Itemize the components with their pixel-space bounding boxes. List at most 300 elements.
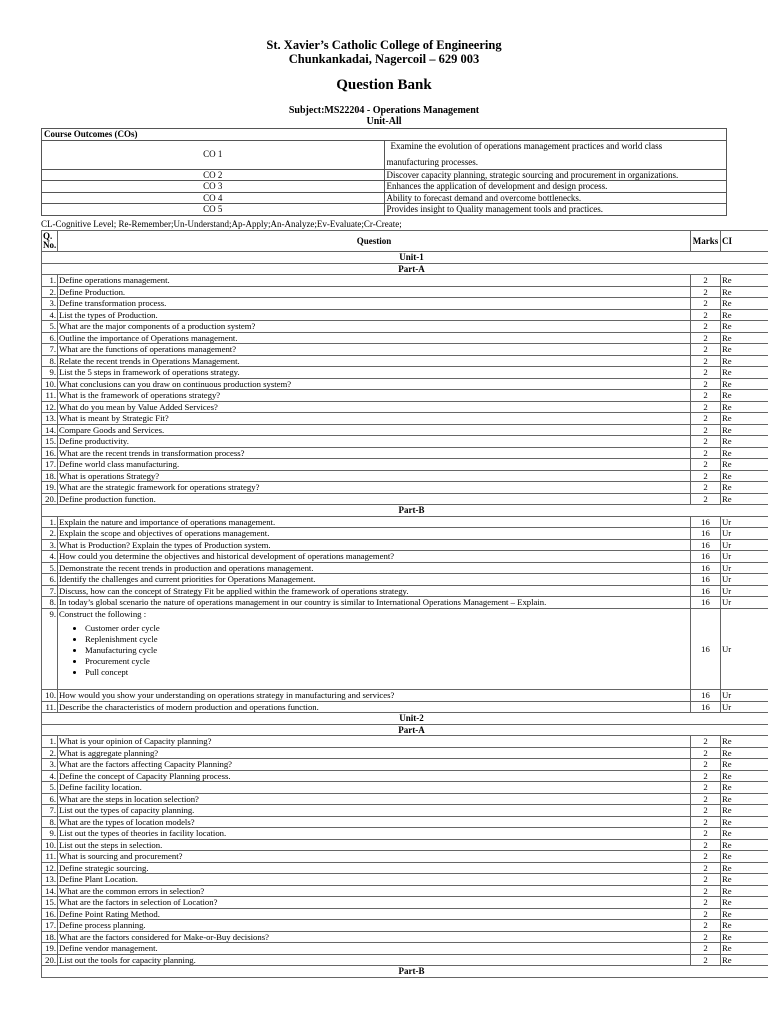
question-row xyxy=(42,736,768,748)
question-number: 10. xyxy=(42,690,58,702)
question-text: Define production function. xyxy=(58,493,691,505)
question-number: 20. xyxy=(42,493,58,505)
question-marks: 2 xyxy=(691,782,721,794)
cognitive-level: Re xyxy=(721,447,768,459)
question-row xyxy=(42,321,768,333)
question-marks: 16 xyxy=(691,597,721,609)
question-number: 11. xyxy=(42,851,58,863)
question-row xyxy=(42,424,768,436)
question-marks: 2 xyxy=(691,378,721,390)
unit-2-part-a-heading xyxy=(42,724,768,736)
question-text: List the 5 steps in framework of operations strategy. xyxy=(58,367,691,379)
co-id: CO 1 xyxy=(42,140,385,169)
unit-2-part-b-heading-label: Part-B xyxy=(42,966,768,978)
question-row xyxy=(42,436,768,448)
unit-1-heading-label: Unit-1 xyxy=(42,252,768,264)
cognitive-level: Ur xyxy=(721,585,768,597)
cognitive-level: Re xyxy=(721,770,768,782)
question-row xyxy=(42,908,768,920)
question-text: Define facility location. xyxy=(58,782,691,794)
question-marks: 2 xyxy=(691,309,721,321)
co-id: CO 5 xyxy=(42,204,385,216)
question-marks: 2 xyxy=(691,355,721,367)
question-row xyxy=(42,839,768,851)
question-row xyxy=(42,574,768,586)
header-question: Question xyxy=(58,231,691,252)
question-number: 1. xyxy=(42,275,58,287)
question-text: Relate the recent trends in Operations Management. xyxy=(58,355,691,367)
question-marks: 16 xyxy=(691,539,721,551)
cognitive-level: Re xyxy=(721,424,768,436)
unit-1-part-b-heading-label: Part-B xyxy=(42,505,768,517)
question-text: Define process planning. xyxy=(58,920,691,932)
question-row xyxy=(42,459,768,471)
cognitive-level: Re xyxy=(721,378,768,390)
question-number: 4. xyxy=(42,770,58,782)
question-row xyxy=(42,862,768,874)
question-text: What are the common errors in selection? xyxy=(58,885,691,897)
question-text: How could you determine the objectives and historical development of operations management? xyxy=(58,551,691,563)
question-text: What is aggregate planning? xyxy=(58,747,691,759)
cognitive-level: Re xyxy=(721,367,768,379)
question-text: Demonstrate the recent trends in production and operations management. xyxy=(58,562,691,574)
question-marks: 16 xyxy=(691,551,721,563)
question-number: 5. xyxy=(42,782,58,794)
question-marks: 2 xyxy=(691,862,721,874)
question-number: 2. xyxy=(42,286,58,298)
co-text: Ability to forecast demand and overcome bottlenecks. xyxy=(384,192,727,204)
cognitive-level: Ur xyxy=(721,701,768,713)
question-text: How would you show your understanding on operations strategy in manufacturing and services? xyxy=(58,690,691,702)
question-text: List out the types of capacity planning. xyxy=(58,805,691,817)
question-row xyxy=(42,793,768,805)
question-text: What do you mean by Value Added Services? xyxy=(58,401,691,413)
question-row xyxy=(42,447,768,459)
cognitive-level: Re xyxy=(721,897,768,909)
question-row xyxy=(42,701,768,713)
question-number: 14. xyxy=(42,424,58,436)
question-marks: 2 xyxy=(691,793,721,805)
question-text: What is meant by Strategic Fit? xyxy=(58,413,691,425)
question-marks: 2 xyxy=(691,920,721,932)
question-row xyxy=(42,885,768,897)
cognitive-level: Re xyxy=(721,344,768,356)
question-marks: 16 xyxy=(691,516,721,528)
question-row xyxy=(42,551,768,563)
question-number: 8. xyxy=(42,816,58,828)
question-row xyxy=(42,539,768,551)
document-title: Question Bank xyxy=(336,77,432,93)
question-marks: 2 xyxy=(691,401,721,413)
cognitive-level: Re xyxy=(721,920,768,932)
question-marks: 2 xyxy=(691,828,721,840)
question-text: What conclusions can you draw on continuous production system? xyxy=(58,378,691,390)
question-number: 9. xyxy=(42,367,58,379)
cognitive-level: Ur xyxy=(721,562,768,574)
question-text: What are the functions of operations management? xyxy=(58,344,691,356)
question-marks: 2 xyxy=(691,897,721,909)
cognitive-level: Ur xyxy=(721,551,768,563)
question-marks: 2 xyxy=(691,344,721,356)
question-number: 8. xyxy=(42,597,58,609)
question-row xyxy=(42,367,768,379)
question-marks: 2 xyxy=(691,885,721,897)
subject-line: Subject:MS22204 - Operations Management xyxy=(288,105,480,116)
question-row xyxy=(42,378,768,390)
question-row xyxy=(42,608,768,690)
question-number: 6. xyxy=(42,574,58,586)
question-number: 12. xyxy=(42,401,58,413)
question-number: 11. xyxy=(42,390,58,402)
unit-2-part-a-heading-label: Part-A xyxy=(42,724,768,736)
question-row xyxy=(42,413,768,425)
question-row xyxy=(42,355,768,367)
question-marks: 2 xyxy=(691,908,721,920)
question-row xyxy=(42,493,768,505)
course-outcomes-title: Course Outcomes (COs) xyxy=(42,129,727,141)
question-text: In today’s global scenario the nature of operations management in our country is similar to International Operations Management – Explain. xyxy=(58,597,691,609)
question-marks: 2 xyxy=(691,851,721,863)
unit-1-part-a-heading xyxy=(42,263,768,275)
cognitive-level: Ur xyxy=(721,528,768,540)
question-number: 16. xyxy=(42,447,58,459)
question-row xyxy=(42,482,768,494)
question-number: 10. xyxy=(42,839,58,851)
cognitive-level: Re xyxy=(721,355,768,367)
cognitive-level: Re xyxy=(721,736,768,748)
cognitive-level: Re xyxy=(721,782,768,794)
question-text xyxy=(58,608,691,690)
question-text: Define operations management. xyxy=(58,275,691,287)
question-row xyxy=(42,920,768,932)
question-number: 14. xyxy=(42,885,58,897)
question-marks: 2 xyxy=(691,332,721,344)
cognitive-level: Re xyxy=(721,286,768,298)
cognitive-level: Re xyxy=(721,793,768,805)
cognitive-level: Re xyxy=(721,908,768,920)
question-row xyxy=(42,828,768,840)
course-outcomes-table xyxy=(41,128,727,216)
question-marks: 2 xyxy=(691,493,721,505)
co-id: CO 4 xyxy=(42,192,385,204)
question-row xyxy=(42,747,768,759)
cognitive-level: Re xyxy=(721,413,768,425)
header-marks: Marks xyxy=(691,231,721,252)
question-text: Define productivity. xyxy=(58,436,691,448)
question-number: 1. xyxy=(42,736,58,748)
question-number: 15. xyxy=(42,436,58,448)
question-text: Define world class manufacturing. xyxy=(58,459,691,471)
question-marks: 2 xyxy=(691,298,721,310)
question-marks: 2 xyxy=(691,805,721,817)
bullet-item: • Customer order cycle xyxy=(85,623,689,634)
question-text: Define the concept of Capacity Planning process. xyxy=(58,770,691,782)
question-number: 5. xyxy=(42,321,58,333)
cognitive-level: Re xyxy=(721,436,768,448)
table-header-row xyxy=(42,231,768,252)
question-row xyxy=(42,528,768,540)
question-marks: 2 xyxy=(691,424,721,436)
question-marks: 16 xyxy=(691,574,721,586)
question-marks: 2 xyxy=(691,321,721,333)
question-marks: 16 xyxy=(691,690,721,702)
question-number: 1. xyxy=(42,516,58,528)
cognitive-level: Re xyxy=(721,943,768,955)
question-number: 11. xyxy=(42,701,58,713)
question-marks: 2 xyxy=(691,816,721,828)
cognitive-level: Re xyxy=(721,885,768,897)
bullet-item: • Manufacturing cycle xyxy=(85,645,689,656)
question-number: 15. xyxy=(42,897,58,909)
question-number: 20. xyxy=(42,954,58,966)
question-text: Define vendor management. xyxy=(58,943,691,955)
question-row xyxy=(42,851,768,863)
cognitive-level: Re xyxy=(721,309,768,321)
question-marks: 2 xyxy=(691,747,721,759)
question-text: What are the major components of a production system? xyxy=(58,321,691,333)
question-marks: 2 xyxy=(691,286,721,298)
bullet-item: • Procurement cycle xyxy=(85,656,689,667)
question-marks: 2 xyxy=(691,367,721,379)
question-marks: 2 xyxy=(691,943,721,955)
question-text: List the types of Production. xyxy=(58,309,691,321)
cognitive-level: Re xyxy=(721,459,768,471)
question-row xyxy=(42,401,768,413)
co-text-line: Examine the evolution of operations management practices and world class xyxy=(390,140,663,151)
cognitive-level: Re xyxy=(721,493,768,505)
question-row xyxy=(42,390,768,402)
cognitive-level: Re xyxy=(721,401,768,413)
cognitive-level: Re xyxy=(721,931,768,943)
question-row xyxy=(42,562,768,574)
question-text: What are the types of location models? xyxy=(58,816,691,828)
co-id: CO 3 xyxy=(42,181,385,193)
question-row xyxy=(42,332,768,344)
question-row xyxy=(42,470,768,482)
question-number: 13. xyxy=(42,874,58,886)
header-qno: Q. No. xyxy=(43,231,57,250)
question-row xyxy=(42,782,768,794)
question-row xyxy=(42,344,768,356)
question-text: What are the factors affecting Capacity Planning? xyxy=(58,759,691,771)
cognitive-level: Ur xyxy=(721,597,768,609)
question-marks: 2 xyxy=(691,447,721,459)
question-number: 7. xyxy=(42,585,58,597)
cognitive-level: Re xyxy=(721,275,768,287)
question-row xyxy=(42,805,768,817)
question-text: List out the types of theories in facility location. xyxy=(58,828,691,840)
cognitive-level: Ur xyxy=(721,539,768,551)
unit-1-part-b-heading xyxy=(42,505,768,517)
cognitive-level: Ur xyxy=(721,516,768,528)
question-text: Explain the nature and importance of operations management. xyxy=(58,516,691,528)
cognitive-level: Re xyxy=(721,470,768,482)
co-id: CO 2 xyxy=(42,169,385,181)
question-number: 6. xyxy=(42,332,58,344)
question-table xyxy=(41,230,768,978)
question-text: What are the strategic framework for operations strategy? xyxy=(58,482,691,494)
unit-1-part-a-heading-label: Part-A xyxy=(42,263,768,275)
question-text: Define Plant Location. xyxy=(58,874,691,886)
question-text: What is the framework of operations strategy? xyxy=(58,390,691,402)
question-number: 10. xyxy=(42,378,58,390)
cognitive-level: Re xyxy=(721,482,768,494)
question-marks: 16 xyxy=(691,528,721,540)
question-marks: 16 xyxy=(691,585,721,597)
question-table-container xyxy=(41,230,768,1024)
cognitive-level: Re xyxy=(721,298,768,310)
question-text: Describe the characteristics of modern production and operations function. xyxy=(58,701,691,713)
unit-2-part-b-heading xyxy=(42,966,768,978)
bullet-item: • Replenishment cycle xyxy=(85,634,689,645)
cognitive-level: Re xyxy=(721,874,768,886)
unit-1-heading xyxy=(42,252,768,264)
question-text: What is sourcing and procurement? xyxy=(58,851,691,863)
co-text xyxy=(384,140,727,169)
question-number: 6. xyxy=(42,793,58,805)
question-number: 3. xyxy=(42,759,58,771)
cognitive-level: Re xyxy=(721,816,768,828)
co-text: Provides insight to Quality management tools and practices. xyxy=(384,204,727,216)
question-number: 12. xyxy=(42,862,58,874)
question-text: Define Point Rating Method. xyxy=(58,908,691,920)
question-marks: 2 xyxy=(691,413,721,425)
question-row xyxy=(42,874,768,886)
cognitive-level: Ur xyxy=(721,574,768,586)
cognitive-level: Re xyxy=(721,805,768,817)
question-number: 7. xyxy=(42,344,58,356)
question-number: 9. xyxy=(42,608,58,690)
cognitive-level: Re xyxy=(721,390,768,402)
question-number: 13. xyxy=(42,413,58,425)
cognitive-level: Re xyxy=(721,954,768,966)
question-number: 3. xyxy=(42,298,58,310)
question-row xyxy=(42,816,768,828)
cognitive-level: Re xyxy=(721,862,768,874)
question-text: Define strategic sourcing. xyxy=(58,862,691,874)
question-text: Explain the scope and objectives of operations management. xyxy=(58,528,691,540)
question-number: 5. xyxy=(42,562,58,574)
question-row xyxy=(42,770,768,782)
question-text: Identify the challenges and current priorities for Operations Management. xyxy=(58,574,691,586)
cognitive-level-legend: CL-Cognitive Level; Re-Remember;Un-Understand;Ap-Apply;An-Analyze;Ev-Evaluate;Cr-Create; xyxy=(41,219,402,229)
question-text: Outline the importance of Operations management. xyxy=(58,332,691,344)
question-marks: 2 xyxy=(691,736,721,748)
cognitive-level: Re xyxy=(721,839,768,851)
question-marks: 2 xyxy=(691,275,721,287)
cognitive-level: Ur xyxy=(721,608,768,690)
question-lead: Construct the following : xyxy=(59,608,147,619)
question-marks: 2 xyxy=(691,770,721,782)
question-row xyxy=(42,759,768,771)
question-marks: 2 xyxy=(691,482,721,494)
question-text: Discuss, how can the concept of Strategy Fit be applied within the framework of operations strategy. xyxy=(58,585,691,597)
question-text: Compare Goods and Services. xyxy=(58,424,691,436)
question-row xyxy=(42,931,768,943)
question-text: What are the recent trends in transformation process? xyxy=(58,447,691,459)
co-text: Enhances the application of development and design process. xyxy=(384,181,727,193)
question-marks: 2 xyxy=(691,954,721,966)
question-row xyxy=(42,597,768,609)
unit-2-heading xyxy=(42,713,768,725)
question-marks: 2 xyxy=(691,759,721,771)
question-number: 16. xyxy=(42,908,58,920)
bullet-item: • Pull concept xyxy=(85,667,689,678)
question-row xyxy=(42,585,768,597)
question-number: 7. xyxy=(42,805,58,817)
cognitive-level: Re xyxy=(721,332,768,344)
question-text: What are the factors considered for Make-or-Buy decisions? xyxy=(58,931,691,943)
question-marks: 16 xyxy=(691,701,721,713)
college-address: Chunkankadai, Nagercoil – 629 003 xyxy=(288,52,480,66)
question-marks: 2 xyxy=(691,436,721,448)
question-marks: 2 xyxy=(691,839,721,851)
question-number: 18. xyxy=(42,931,58,943)
question-number: 2. xyxy=(42,747,58,759)
question-number: 4. xyxy=(42,551,58,563)
question-text: What are the factors in selection of Location? xyxy=(58,897,691,909)
question-number: 18. xyxy=(42,470,58,482)
question-text: List out the tools for capacity planning. xyxy=(58,954,691,966)
question-number: 3. xyxy=(42,539,58,551)
cognitive-level: Re xyxy=(721,759,768,771)
question-text: What are the steps in location selection? xyxy=(58,793,691,805)
question-number: 17. xyxy=(42,459,58,471)
question-text: What is your opinion of Capacity planning? xyxy=(58,736,691,748)
unit-all-label: Unit-All xyxy=(366,116,402,127)
question-row xyxy=(42,516,768,528)
question-row xyxy=(42,690,768,702)
question-number: 19. xyxy=(42,943,58,955)
question-row xyxy=(42,309,768,321)
question-text: What is operations Strategy? xyxy=(58,470,691,482)
college-name: St. Xavier’s Catholic College of Engineering xyxy=(266,38,502,52)
question-number: 8. xyxy=(42,355,58,367)
question-marks: 2 xyxy=(691,390,721,402)
question-number: 2. xyxy=(42,528,58,540)
question-row xyxy=(42,954,768,966)
question-row xyxy=(42,286,768,298)
question-number: 4. xyxy=(42,309,58,321)
question-text: List out the steps in selection. xyxy=(58,839,691,851)
question-row xyxy=(42,897,768,909)
cognitive-level: Ur xyxy=(721,690,768,702)
co-text-line: manufacturing processes. xyxy=(386,157,478,167)
question-text: Define transformation process. xyxy=(58,298,691,310)
cognitive-level: Re xyxy=(721,851,768,863)
co-text: Discover capacity planning, strategic sourcing and procurement in organizations. xyxy=(384,169,727,181)
question-marks: 2 xyxy=(691,459,721,471)
header-cl: CI xyxy=(721,231,768,252)
question-row xyxy=(42,275,768,287)
question-row xyxy=(42,943,768,955)
question-marks: 2 xyxy=(691,874,721,886)
question-number: 17. xyxy=(42,920,58,932)
cognitive-level: Re xyxy=(721,321,768,333)
question-marks: 2 xyxy=(691,931,721,943)
cognitive-level: Re xyxy=(721,747,768,759)
question-text: Define Production. xyxy=(58,286,691,298)
question-text: What is Production? Explain the types of Production system. xyxy=(58,539,691,551)
question-marks: 16 xyxy=(691,608,721,690)
unit-2-heading-label: Unit-2 xyxy=(42,713,768,725)
question-row xyxy=(42,298,768,310)
bullet-list xyxy=(59,623,689,678)
question-marks: 16 xyxy=(691,562,721,574)
question-marks: 2 xyxy=(691,470,721,482)
cognitive-level: Re xyxy=(721,828,768,840)
question-number: 19. xyxy=(42,482,58,494)
